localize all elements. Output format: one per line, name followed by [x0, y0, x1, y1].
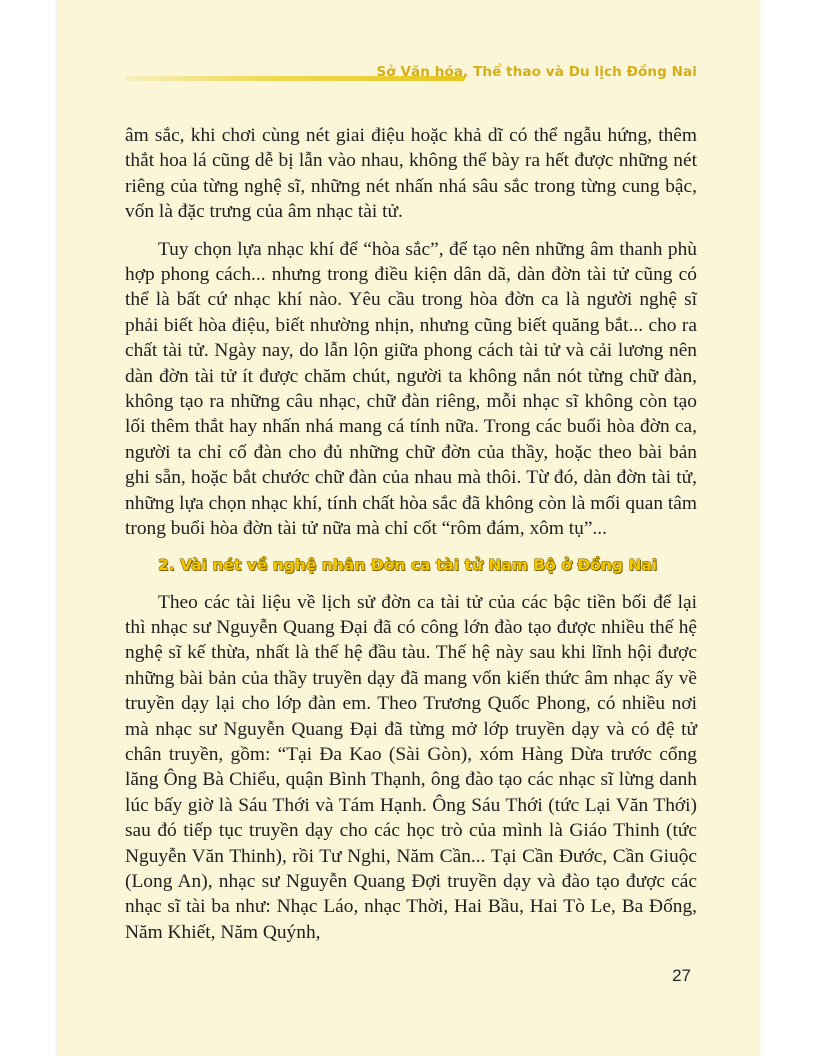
- section-heading: 2. Vài nét về nghệ nhân Đờn ca tài tử Nam Bộ ở Đồng Nai: [158, 555, 658, 574]
- running-header: Sở Văn hóa, Thể thao và Du lịch Đồng Nai: [376, 64, 697, 80]
- paragraph-2: Tuy chọn lựa nhạc khí để “hòa sắc”, để tạo nên những âm thanh phù hợp phong cách... nhưng trong điều kiện dân dã, dàn đờn tài tử cũng có thể là bất cứ nhạc khí nào. Yêu cầu trong hòa đờn ca là người nghệ sĩ phải biết hòa điệu, biết nhường nhịn, nhưng cũng biết quăng bắt... cho ra chất tài tử. Ngày nay, do lẫn lộn giữa phong cách tài tử và cải lương nên dàn đờn tài tử ít được chăm chút, người ta không nắn nót từng chữ đàn, không tạo ra những câu nhạc, chữ đàn riêng, mỗi nhạc sĩ không còn tạo lối thêm thắt hay nhấn nhá mang cá tính nữa. Trong các buổi hòa đờn ca, người ta chỉ cố đàn cho đủ những chữ đờn của thầy, hoặc theo bài bản ghi sẵn, hoặc bắt chước chữ đàn của nhau mà thôi. Từ đó, dàn đờn tài tử, những lựa chọn nhạc khí, tính chất hòa sắc đã không còn là mối quan tâm trong buổi hòa đờn tài tử nữa mà chỉ cốt “rôm đám, xôm tụ”...: [125, 238, 697, 540]
- paragraph-3: Theo các tài liệu về lịch sử đờn ca tài tử của các bậc tiền bối để lại thì nhạc sư Nguyễn Quang Đại đã có công lớn đào tạo được nhiều thế hệ nghệ sĩ kế thừa, nhất là thế hệ đầu tàu. Thế hệ này sau khi lĩnh hội được những bài bản của thầy truyền dạy đã mang vốn kiến thức âm nhạc ấy về truyền dạy lại cho lớp đàn em. Theo Trương Quốc Phong, có nhiều nơi mà nhạc sư Nguyễn Quang Đại đã từng mở lớp truyền dạy và có đệ tử chân truyền, gồm: “Tại Đa Kao (Sài Gòn), xóm Hàng Dừa trước cổng lăng Ông Bà Chiểu, quận Bình Thạnh, ông đào tạo các nhạc sĩ lừng danh lúc bấy giờ là Sáu Thới và Tám Hạnh. Ông Sáu Thới (tức Lại Văn Thới) sau đó tiếp tục truyền dạy cho các học trò của mình là Giáo Thinh (tức Nguyễn Văn Thinh), rồi Tư Nghi, Năm Cần... Tại Cần Đước, Cần Giuộc (Long An), nhạc sư Nguyễn Quang Đợi truyền dạy và đào tạo được các nhạc sĩ tài ba như: Nhạc Láo, nhạc Thời, Hai Bầu, Hai Tò Le, Ba Đống, Năm Khiết, Năm Quýnh,: [125, 591, 697, 943]
- body-text: [125, 123, 697, 957]
- page-number: 27: [672, 966, 691, 985]
- paragraph-1: âm sắc, khi chơi cùng nét giai điệu hoặc khả dĩ có thể ngẫu hứng, thêm thắt hoa lá cũng dễ bị lẫn vào nhau, không thể bày ra hết được những nét riêng của từng nghệ sĩ, những nét nhấn nhá sâu sắc trong từng cung bậc, vốn là đặc trưng của âm nhạc tài tử.: [125, 125, 697, 223]
- book-page: [57, 0, 759, 1056]
